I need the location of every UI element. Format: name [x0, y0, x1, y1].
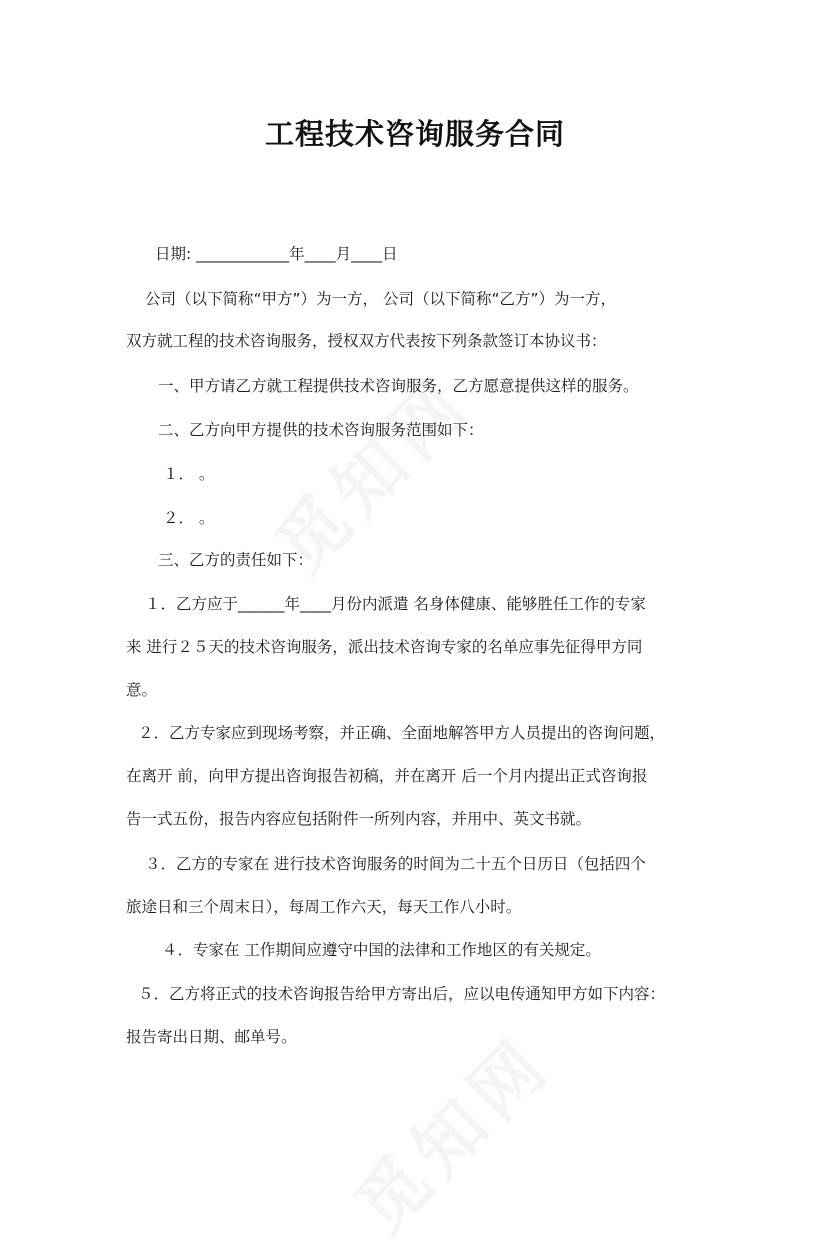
paragraph-line: 二、乙方向甲方提供的技术咨询服务范围如下： [158, 421, 484, 439]
paragraph-line: 告一式五份，报告内容应包括附件一所列内容，并用中、英文书就。 [126, 810, 592, 828]
list-item: ２． 。 [163, 509, 215, 527]
paragraph-line: ２．乙方专家应到现场考察，并正确、全面地解答甲方人员提出的咨询问题， [138, 724, 666, 742]
list-item: １． 。 [163, 465, 215, 483]
paragraph-line: 来 进行２５天的技术咨询服务，派出技术咨询专家的名单应事先征得甲方同 [126, 638, 643, 656]
paragraph-line: ３．乙方的专家在 进行技术咨询服务的时间为二十五个日历日（包括四个 [145, 855, 646, 873]
paragraph-line: 报告寄出日期、邮单号。 [126, 1028, 297, 1046]
paragraph-line: 意。 [126, 681, 158, 699]
paragraph-line: 一、甲方请乙方就工程提供技术咨询服务，乙方愿意提供这样的服务。 [158, 377, 639, 395]
date-line: 日期: ____________年____月____日 [155, 245, 398, 263]
page-title: 工程技术咨询服务合同 [264, 117, 565, 151]
paragraph-line: 公司（以下简称“甲方”）为一方， 公司（以下简称“乙方”）为一方， [145, 290, 617, 308]
paragraph-line: 旅途日和三个周末日），每周工作六天，每天工作八小时。 [126, 898, 522, 916]
paragraph-line: 双方就工程的技术咨询服务，授权双方代表按下列条款签订本协议书： [126, 332, 607, 350]
paragraph-line: ４．专家在 工作期间应遵守中国的法律和工作地区的有关规定。 [162, 941, 601, 959]
paragraph-line: ５．乙方将正式的技术咨询报告给甲方寄出后，应以电传通知甲方如下内容： [138, 985, 666, 1003]
watermark [329, 1010, 570, 1251]
paragraph-line: 在离开 前，向甲方提出咨询报告初稿，并在离开 后一个月内提出正式咨询报 [126, 767, 648, 785]
paragraph-line: １．乙方应于______年____月份内派遣 名身体健康、能够胜任工作的专家 [145, 595, 646, 613]
paragraph-line: 三、乙方的责任如下： [158, 551, 314, 569]
